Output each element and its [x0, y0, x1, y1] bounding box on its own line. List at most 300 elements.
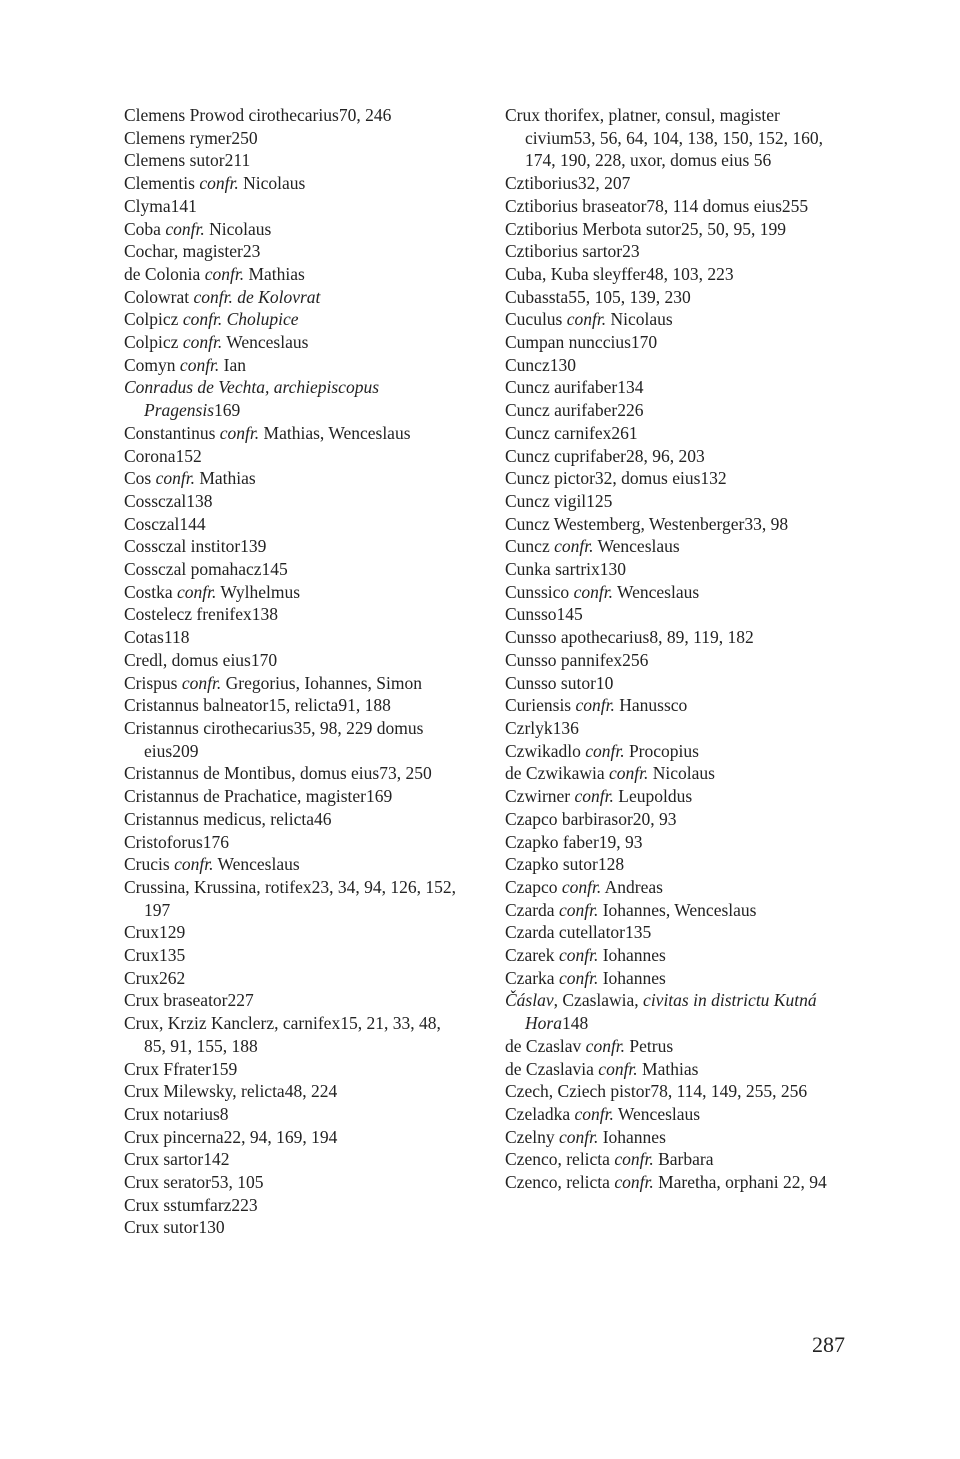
index-entry [124, 1148, 464, 1171]
entry-text: 250 [231, 127, 258, 148]
entry-text: Hanussco [614, 695, 688, 716]
entry-text: 138 [186, 490, 213, 511]
index-entry [505, 831, 845, 854]
entry-text: 138 [251, 604, 279, 625]
index-entry [124, 1103, 464, 1126]
entry-text: Andreas [601, 876, 663, 897]
entry-text: Czarek [505, 945, 559, 966]
entry-text: Cztiborius [505, 173, 578, 194]
entry-text: Czwikadlo [505, 740, 586, 761]
entry-text: Cuncz [505, 536, 555, 557]
index-entry [124, 762, 464, 785]
index-entry [505, 1126, 845, 1149]
entry-text: 223 [231, 1194, 258, 1215]
entry-text: Coba [124, 218, 166, 239]
index-entry [505, 558, 845, 581]
entry-italic-text: confr. [558, 967, 599, 988]
entry-text: de Colonia [124, 263, 205, 284]
entry-text: 25, 50, 95, 199 [680, 218, 786, 239]
index-entry [505, 944, 845, 967]
entry-italic-text: confr. [561, 876, 602, 897]
entry-italic-text: confr. [609, 763, 649, 784]
entry-text: Maretha, orphani 22, 94 [653, 1172, 827, 1193]
index-entry [505, 240, 845, 263]
entry-text: Czarda [505, 899, 559, 920]
index-entry [124, 172, 464, 195]
entry-text: 144 [179, 513, 206, 534]
index-entry [124, 1012, 464, 1057]
entry-text: Crux braseator [124, 990, 228, 1011]
entry-text: 176 [202, 831, 229, 852]
index-entry [505, 218, 845, 241]
entry-text: Wenceslaus [213, 854, 300, 875]
entry-text: 135 [159, 945, 186, 966]
entry-italic-text: confr. [177, 581, 217, 602]
index-entry [124, 785, 464, 808]
index-entry [124, 308, 464, 331]
entry-text: Curiensis [505, 695, 576, 716]
index-entry [505, 649, 845, 672]
index-entry [124, 853, 464, 876]
entry-text: 142 [203, 1149, 230, 1170]
entry-text: Cuba, Kuba sleyffer [505, 263, 647, 284]
entry-text: Cristannus cirothecarius [124, 717, 294, 738]
entry-text: Cristannus medicus, relicta [124, 808, 315, 829]
entry-text: 8, 89, 119, 182 [649, 627, 754, 648]
entry-text: Gregorius, Iohannes, Simon [221, 672, 422, 693]
index-entry [505, 808, 845, 831]
entry-text: Clyma [124, 195, 171, 216]
entry-text: Crux Ffrater [124, 1058, 211, 1079]
entry-text: 152 [175, 445, 202, 466]
entry-italic-text: Čáslav [505, 990, 554, 1011]
index-entry [505, 967, 845, 990]
entry-text: 48, 224 [284, 1081, 338, 1102]
entry-text: Crux [124, 945, 159, 966]
entry-text: 125 [586, 490, 613, 511]
index-entry [505, 445, 845, 468]
entry-text: Wenceslaus [613, 1103, 701, 1124]
entry-text: Cossczal pomahacz [124, 559, 262, 580]
index-entry [124, 649, 464, 672]
entry-text: Cuncz Westemberg, Westenberger [505, 513, 745, 534]
entry-text: Cochar, magister [124, 241, 243, 262]
index-entry [124, 694, 464, 717]
entry-text: Procopius [624, 740, 699, 761]
entry-italic-text: confr. [566, 309, 607, 330]
entry-text: 32, domus eius [594, 468, 701, 489]
entry-text: Cristoforus [124, 831, 203, 852]
entry-text: 19, 93 [598, 831, 643, 852]
entry-text: Crux sstumfarz [124, 1194, 232, 1215]
entry-italic-text: confr. [554, 536, 594, 557]
index-entry [124, 944, 464, 967]
index-entry [124, 1080, 464, 1103]
entry-italic-text: civitas in districtu Kutná Hora [525, 990, 817, 1034]
entry-text: 48, 103, 223 [646, 263, 734, 284]
index-entry [124, 127, 464, 150]
index-entry [505, 467, 845, 490]
index-entry [124, 603, 464, 626]
entry-text: Clemens rymer [124, 127, 232, 148]
entry-italic-text: confr. [585, 1035, 626, 1056]
entry-text: Cztiborius sartor [505, 241, 623, 262]
entry-text: 35, 98, 229 domus eius [144, 717, 424, 761]
entry-text: 129 [159, 922, 186, 943]
index-entry [124, 558, 464, 581]
entry-italic-text: confr. [174, 854, 214, 875]
entry-italic-text: confr. [614, 1172, 654, 1193]
entry-text: Colowrat [124, 286, 194, 307]
index-entry [124, 467, 464, 490]
entry-text: 22, 94, 169, 194 [223, 1126, 338, 1147]
entry-italic-text: confr. [574, 786, 614, 807]
index-entry [124, 286, 464, 309]
entry-text: Corona [124, 445, 176, 466]
entry-text: Crux thorifex, platner, consul, magister civium [505, 105, 780, 148]
index-entry [505, 740, 845, 763]
entry-italic-text: confr. [219, 422, 260, 443]
entry-text: 145 [261, 559, 288, 580]
entry-text: Barbara [653, 1149, 714, 1170]
entry-text: 169 [214, 400, 241, 421]
entry-text: 209 [172, 740, 199, 761]
entry-text: Iohannes [598, 967, 666, 988]
entry-italic-text: confr. [575, 695, 615, 716]
entry-text: 130 [549, 354, 576, 375]
index-entry [124, 422, 464, 445]
entry-text: Czenco, relicta [505, 1149, 615, 1170]
entry-text: Crux sutor [124, 1217, 199, 1238]
index-entry [505, 1103, 845, 1126]
index-entry [124, 240, 464, 263]
entry-text: Mathias [637, 1058, 699, 1079]
entry-text: 23, 34, 94, 126, 152, 197 [144, 876, 456, 920]
entry-text: 145 [556, 604, 583, 625]
index-entry [124, 445, 464, 468]
index-entry [124, 104, 464, 127]
entry-text: Crucis [124, 854, 175, 875]
entry-text: Czrlyk [505, 717, 553, 738]
entry-italic-text: confr. [204, 263, 245, 284]
index-entry [124, 331, 464, 354]
index-entry [124, 581, 464, 604]
index-entry [124, 218, 464, 241]
entry-text: Crispus [124, 672, 182, 693]
index-entry [505, 195, 845, 218]
index-entry [124, 354, 464, 377]
entry-text: Cotas [124, 627, 164, 648]
entry-text: 53, 56, 64, 104, 138, 150, 152, 160, 174, 190, 228, uxor, domus eius 56 [525, 127, 823, 171]
entry-text: Cristannus de Prachatice, magister [124, 786, 367, 807]
entry-text: 136 [552, 717, 579, 738]
entry-text: 91, 188 [338, 695, 391, 716]
entry-italic-text: confr. [585, 740, 625, 761]
entry-text: Nicolaus [204, 218, 272, 239]
entry-text: Cztiborius braseator [505, 195, 647, 216]
entry-text: Cunsso apothecarius [505, 627, 650, 648]
entry-text: de Czaslavia [505, 1058, 599, 1079]
entry-italic-text: confr. de Kolovrat [193, 286, 321, 307]
entry-text: Cuncz aurifaber [505, 377, 618, 398]
entry-text: 134 [617, 377, 644, 398]
entry-text: Cuncz [505, 354, 550, 375]
entry-text: 262 [159, 967, 186, 988]
entry-text: Crux serator [124, 1172, 211, 1193]
entry-text: 135 [625, 922, 652, 943]
entry-text: de Czaslav [505, 1035, 586, 1056]
index-entry [505, 104, 845, 172]
entry-text: Cuncz cuprifaber [505, 445, 626, 466]
entry-italic-text: confr. [181, 672, 222, 693]
entry-text: Crux pincerna [124, 1126, 224, 1147]
entry-text: Clementis [124, 173, 200, 194]
entry-text: 55, 105, 139, 230 [568, 286, 691, 307]
entry-text: Crux [124, 967, 159, 988]
index-entry [505, 308, 845, 331]
entry-text: 255 [781, 195, 809, 216]
entry-italic-text: confr. [558, 945, 599, 966]
entry-text: 261 [611, 422, 638, 443]
entry-italic-text: confr. [574, 1103, 614, 1124]
entry-text: Czenco, relicta [505, 1172, 615, 1193]
index-entry [505, 1058, 845, 1081]
entry-text: Cuncz pictor [505, 468, 595, 489]
entry-text: Mathias [194, 468, 256, 489]
entry-text: Cubassta [505, 286, 569, 307]
index-entry [505, 603, 845, 626]
index-entry [505, 263, 845, 286]
entry-text: 53, 105 [211, 1172, 264, 1193]
entry-text: 130 [198, 1217, 225, 1238]
entry-text: Wenceslaus [612, 581, 700, 602]
entry-text: Costka [124, 581, 177, 602]
entry-text: Czwirner [505, 786, 575, 807]
entry-text: Cossczal institor [124, 536, 241, 557]
entry-text: Nicolaus [238, 173, 306, 194]
entry-text: 227 [227, 990, 254, 1011]
entry-text: Cristannus de Montibus, domus eius [124, 763, 380, 784]
entry-text: Leupoldus [613, 786, 693, 807]
entry-text: Cristannus balneator [124, 695, 269, 716]
index-entry [124, 989, 464, 1012]
index-entry [505, 422, 845, 445]
entry-text: , Czaslawia, [553, 990, 644, 1011]
entry-italic-text: confr. [179, 354, 220, 375]
index-entry [124, 1058, 464, 1081]
index-entry [505, 1035, 845, 1058]
entry-text: Clemens Prowod cirothecarius [124, 105, 339, 125]
entry-text: 28, 96, 203 [625, 445, 705, 466]
entry-text: Crussina, Krussina, rotifex [124, 876, 312, 897]
entry-text: 10 [595, 672, 614, 693]
entry-text: Cunsso sutor [505, 672, 596, 693]
entry-italic-text: confr. [558, 1126, 599, 1147]
entry-text: 170 [250, 649, 278, 670]
entry-text: Cunsso pannifex [505, 649, 623, 670]
index-entry [505, 399, 845, 422]
entry-text: 23 [242, 241, 261, 262]
entry-text: Czapco [505, 876, 562, 897]
index-entry [124, 195, 464, 218]
entry-text: 70, 246 [338, 105, 392, 125]
entry-text: Crux sartor [124, 1149, 204, 1170]
entry-text: 139 [240, 536, 267, 557]
entry-italic-text: confr. [199, 173, 239, 194]
index-entry [505, 853, 845, 876]
index-entry [505, 762, 845, 785]
entry-text: Wenceslaus [222, 332, 309, 353]
entry-text: Nicolaus [648, 763, 715, 784]
entry-text: Cumpan nunccius [505, 332, 631, 353]
entry-text: Czapko sutor [505, 854, 598, 875]
entry-text: 118 [163, 627, 190, 648]
index-entry [505, 581, 845, 604]
entry-text: Cossczal [124, 490, 187, 511]
index-entry [124, 490, 464, 513]
entry-text: 46 [314, 808, 332, 829]
entry-text: Wylhelmus [216, 581, 301, 602]
entry-text: 32, 207 [577, 173, 631, 194]
entry-text: Ian [219, 354, 247, 375]
index-entry [505, 899, 845, 922]
index-entry [124, 535, 464, 558]
entry-text: Cuncz carnifex [505, 422, 612, 443]
entry-text: Czech, Cziech pistor [505, 1081, 651, 1102]
index-entry [124, 1171, 464, 1194]
entry-italic-text: Conradus de Vechta, archiepiscopus Pragensis [124, 377, 380, 421]
entry-text: 256 [622, 649, 649, 670]
entry-italic-text: confr. [155, 468, 195, 489]
index-entry [505, 331, 845, 354]
index-entry [505, 1080, 845, 1103]
entry-text: Czarka [505, 967, 559, 988]
entry-italic-text: confr. Cholupice [182, 309, 299, 330]
entry-text: Czeladka [505, 1103, 575, 1124]
entry-text: 23 [622, 241, 640, 262]
index-column-left [124, 104, 464, 1239]
index-entry [124, 513, 464, 536]
index-entry [505, 376, 845, 399]
entry-text: Petrus [625, 1035, 674, 1056]
index-entry [505, 717, 845, 740]
entry-text: 15, 21, 33, 48, 85, 91, 155, 188 [144, 1013, 441, 1056]
entry-text: Cztiborius Merbota sutor [505, 218, 681, 239]
entry-text: Czelny [505, 1126, 559, 1147]
entry-text: 132 [700, 468, 727, 489]
entry-italic-text: confr. [573, 581, 613, 602]
entry-text: Cos [124, 468, 156, 489]
page-number: 287 [812, 1332, 845, 1357]
entry-text: Cunsso [505, 604, 557, 625]
entry-italic-text: confr. [165, 218, 205, 239]
entry-text: 15, relicta [268, 695, 339, 716]
index-entry [124, 717, 464, 762]
entry-text: 226 [617, 400, 644, 421]
entry-italic-text: confr. [182, 332, 223, 353]
index-entry [124, 1194, 464, 1217]
index-entry [505, 672, 845, 695]
entry-text: Czarda cutellator [505, 922, 626, 943]
entry-text: 148 [561, 1013, 589, 1034]
entry-text: Cosczal [124, 513, 180, 534]
index-entry [124, 808, 464, 831]
entry-text: Crux, Krziz Kanclerz, carnifex [124, 1013, 341, 1034]
entry-text: Crux notarius [124, 1103, 220, 1124]
entry-text: Cuncz aurifaber [505, 400, 618, 421]
entry-text: 78, 114, 149, 255, 256 [650, 1081, 808, 1102]
entry-text: Cuculus [505, 309, 567, 330]
index-entry [505, 626, 845, 649]
index-entry [124, 376, 464, 421]
entry-text: 8 [219, 1103, 229, 1124]
index-entry [124, 626, 464, 649]
index-entry [124, 149, 464, 172]
entry-italic-text: confr. [598, 1058, 638, 1079]
index-entry [505, 694, 845, 717]
index-entry [124, 263, 464, 286]
index-entry [505, 921, 845, 944]
entry-text: Costelecz frenifex [124, 604, 252, 625]
index-entry [505, 1171, 845, 1194]
index-entry [124, 1216, 464, 1239]
index-entry [124, 921, 464, 944]
entry-text: Cunka sartrix [505, 559, 600, 580]
entry-text: Iohannes, Wenceslaus [598, 899, 757, 920]
entry-text: 159 [211, 1058, 238, 1079]
entry-text: 170 [630, 332, 658, 353]
entry-text: Czapko faber [505, 831, 599, 852]
entry-text: Czapco barbirasor [505, 808, 633, 829]
entry-italic-text: confr. [558, 899, 599, 920]
entry-italic-text: confr. [614, 1149, 654, 1170]
index-entry [505, 1148, 845, 1171]
entry-text: Crux Milewsky, relicta [124, 1081, 285, 1102]
entry-text: Crux [124, 922, 159, 943]
entry-text: Wenceslaus [593, 536, 680, 557]
entry-text: Colpicz [124, 332, 183, 353]
index-entry [505, 354, 845, 377]
index-entry [124, 672, 464, 695]
index-column-right [505, 104, 845, 1194]
index-entry [505, 785, 845, 808]
entry-text: Colpicz [124, 309, 183, 330]
index-entry [505, 535, 845, 558]
entry-text: 20, 93 [632, 808, 677, 829]
entry-text: 78, 114 domus eius [646, 195, 782, 216]
entry-text: Mathias, Wenceslaus [259, 422, 411, 443]
index-entry [505, 490, 845, 513]
entry-text: Comyn [124, 354, 180, 375]
entry-text: Cunssico [505, 581, 574, 602]
entry-text: Iohannes [598, 1126, 666, 1147]
index-entry [124, 876, 464, 921]
entry-text: 169 [366, 786, 393, 807]
entry-text: 130 [599, 559, 627, 580]
index-entry [124, 1126, 464, 1149]
index-entry [505, 876, 845, 899]
index-entry [505, 172, 845, 195]
entry-text: 73, 250 [379, 763, 432, 784]
index-entry [505, 513, 845, 536]
index-entry [124, 967, 464, 990]
entry-text: Mathias [244, 263, 305, 284]
entry-text: Iohannes [598, 945, 666, 966]
entry-text: Credl, domus eius [124, 649, 251, 670]
index-entry [124, 831, 464, 854]
entry-text: Cuncz vigil [505, 490, 587, 511]
entry-text: 128 [597, 854, 625, 875]
